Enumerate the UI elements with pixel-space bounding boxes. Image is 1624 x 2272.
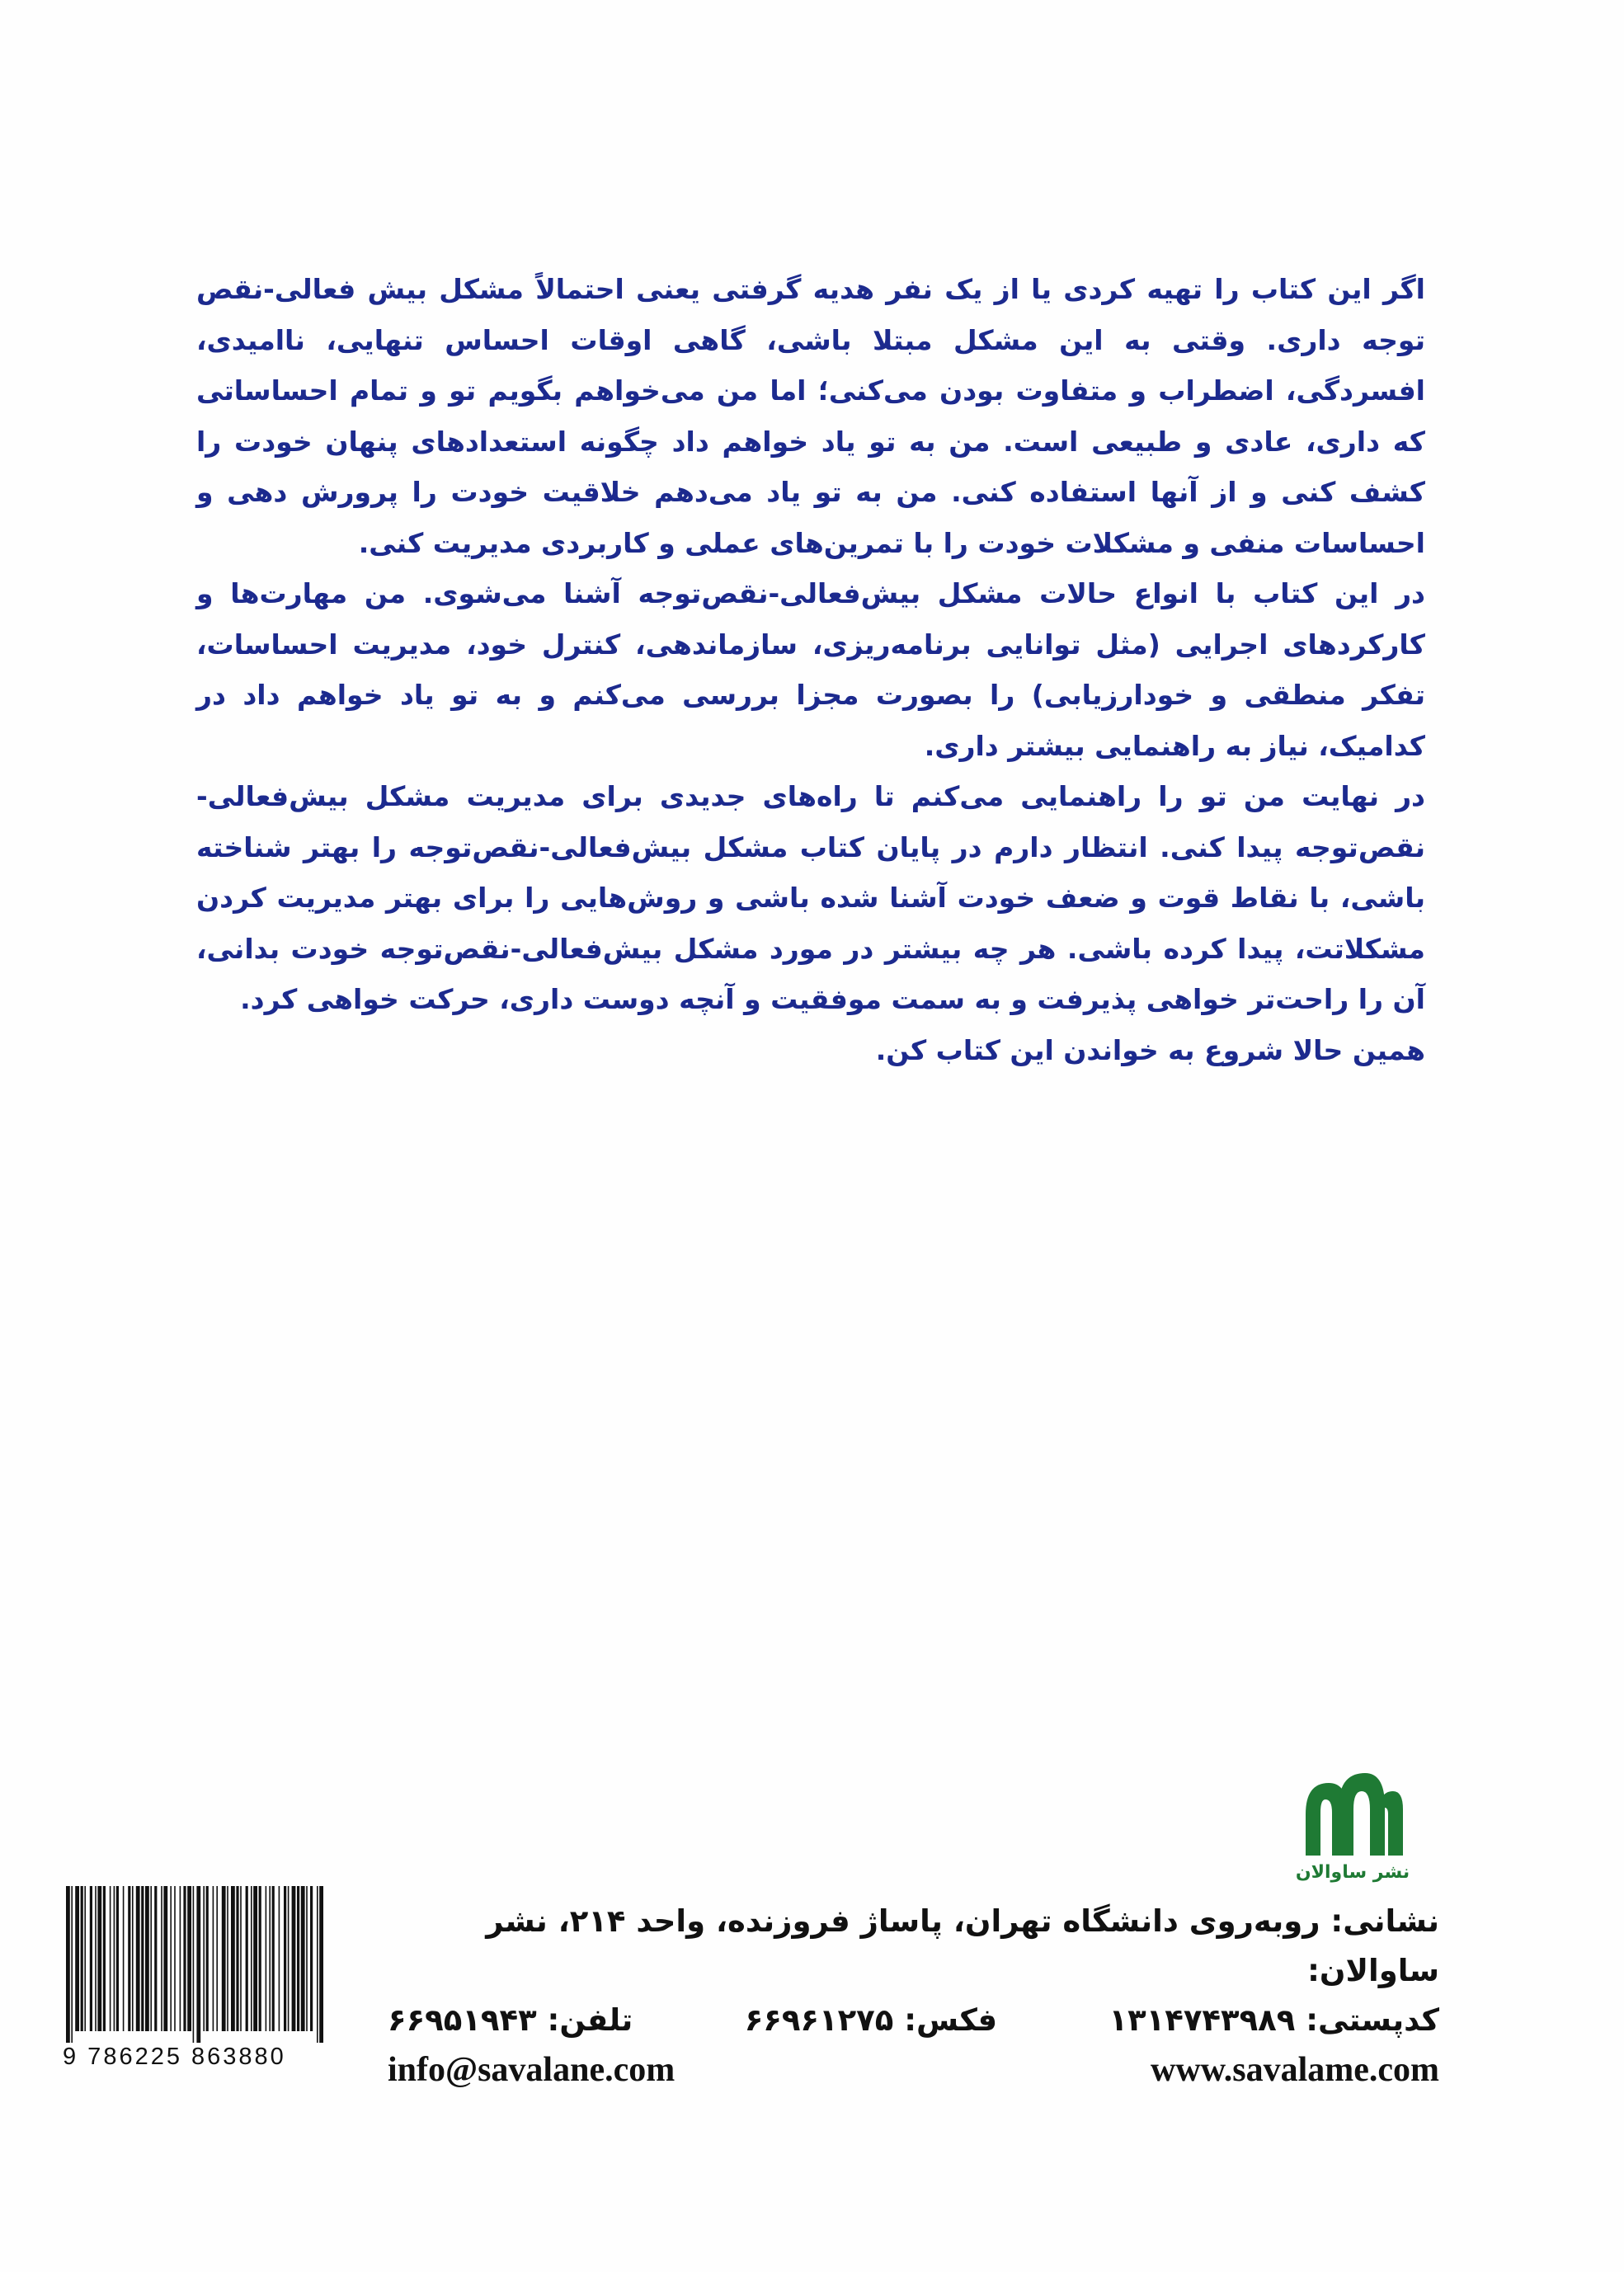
- barcode-bar: [75, 1886, 79, 2031]
- barcode-bar: [170, 1886, 172, 2031]
- barcode-bar: [84, 1886, 86, 2031]
- barcode-bar: [317, 1886, 318, 2043]
- email-address[interactable]: info@savalane.com: [388, 2051, 675, 2089]
- barcode-bar: [272, 1886, 275, 2031]
- barcode-bar: [66, 1886, 70, 2043]
- barcode-bar: [136, 1886, 140, 2031]
- barcode-bar: [150, 1886, 152, 2031]
- barcode-bar: [206, 1886, 209, 2031]
- barcode-bar: [310, 1886, 313, 2031]
- blurb-paragraph-2: در این کتاب با انواع حالات مشکل بیش‌فعالی-نقص‌توجه آشنا می‌شوی. من مهارت‌ها و کارکردهای اجرایی (مثل توانایی برنامه‌ریزی، سازماندهی، کنترل خود، مدیریت احساسات، تفکر منطقی و خودارزیابی) را بصورت مجزا بررسی می‌کنم و به تو یاد خواهم داد در کدامیک، نیاز به راهنمایی بیشتر داری.: [196, 577, 1425, 762]
- barcode-bar: [231, 1886, 235, 2031]
- blurb-paragraph-3: در نهایت من تو را راهنمایی می‌کنم تا راه‌های جدیدی برای مدیریت مشکل بیش‌فعالی-نقص‌توجه پیدا کنی. انتظار دارم در پایان کتاب مشکل بیش‌فعالی-نقص‌توجه را بهتر شناخته باشی، با نقاط قوت و ضعف خودت آشنا شده باشی و روش‌هایی را برای بهتر مدیریت کردن مشکلاتت، پیدا کرده باشی. هر چه بیشتر در مورد مشکل بیش‌فعالی-نقص‌توجه خودت بدانی، آن را راحت‌تر خواهی پذیرفت و به سمت موفقیت و آنچه دوست داری، حرکت خواهی کرد.: [196, 780, 1425, 1015]
- barcode-bar: [103, 1886, 106, 2031]
- barcode-bar: [81, 1886, 83, 2031]
- barcode-bar: [297, 1886, 299, 2031]
- barcode-bar: [183, 1886, 186, 2031]
- barcode-bar: [193, 1886, 195, 2043]
- phone-number: تلفن: ۶۶۹۵۱۹۴۳: [388, 2002, 633, 2038]
- barcode-bar: [161, 1886, 162, 2031]
- barcode-bar: [251, 1886, 252, 2031]
- barcode-bar: [95, 1886, 96, 2031]
- barcode-bar: [284, 1886, 286, 2031]
- savalan-logo-icon: [1299, 1766, 1406, 1864]
- barcode-bar: [253, 1886, 257, 2031]
- barcode-bar: [222, 1886, 226, 2031]
- barcode-icon: [63, 1886, 327, 2059]
- barcode-bar: [292, 1886, 296, 2031]
- barcode-bar: [128, 1886, 130, 2031]
- publisher-name: نشر ساوالان: [1295, 1862, 1410, 1883]
- barcode-bar: [174, 1886, 176, 2031]
- barcode-bar: [269, 1886, 271, 2031]
- barcode-bar: [180, 1886, 181, 2031]
- contact-numbers-row: [388, 1996, 1439, 2045]
- barcode-bar: [71, 1886, 73, 2043]
- back-cover-blurb: [196, 264, 1425, 1075]
- barcode-bar: [236, 1886, 238, 2031]
- barcode-bar: [246, 1886, 248, 2031]
- barcode-bar: [319, 1886, 323, 2043]
- barcode-bar: [187, 1886, 191, 2031]
- barcode-bar: [196, 1886, 200, 2043]
- website-url[interactable]: www.savalame.com: [1151, 2051, 1439, 2089]
- barcode-bar: [116, 1886, 119, 2031]
- barcode-bar: [203, 1886, 205, 2031]
- isbn-number: 9 786225 863880: [63, 2044, 286, 2070]
- barcode-bar: [288, 1886, 289, 2031]
- barcode-bar: [240, 1886, 242, 2031]
- barcode-bar: [123, 1886, 125, 2031]
- barcode-bar: [306, 1886, 308, 2031]
- web-contact-row: [388, 2045, 1439, 2095]
- barcode-bar: [97, 1886, 101, 2031]
- barcode-bar: [145, 1886, 149, 2031]
- barcode-bar: [259, 1886, 261, 2031]
- barcode-bar: [110, 1886, 111, 2031]
- barcode-bar: [227, 1886, 228, 2031]
- barcode-bar: [141, 1886, 144, 2031]
- barcode-bar: [266, 1886, 267, 2031]
- barcode-bar: [132, 1886, 134, 2031]
- barcode-bar: [213, 1886, 214, 2031]
- barcode-bar: [154, 1886, 157, 2031]
- fax-number: فکس: ۶۶۹۶۱۲۷۵: [744, 2002, 998, 2038]
- barcode-bar: [216, 1886, 218, 2031]
- barcode-bar: [163, 1886, 167, 2031]
- barcode-bar: [279, 1886, 280, 2031]
- blurb-paragraph-4: همین حالا شروع به خواندن این کتاب کن.: [875, 1033, 1425, 1066]
- barcode-bar: [301, 1886, 305, 2031]
- publisher-address: نشانی: روبه‌روی دانشگاه تهران، پاساژ فروزنده، واحد ۲۱۴، نشر ساوالان:: [486, 1903, 1439, 1988]
- barcode-bar: [90, 1886, 92, 2031]
- publisher-contact-block: [388, 1897, 1439, 2095]
- barcode-bar: [114, 1886, 115, 2031]
- blurb-paragraph-1: اگر این کتاب را تهیه کردی یا از یک نفر هدیه گرفتی یعنی احتمالاً مشکل بیش فعالی-نقص توجه داری. وقتی به این مشکل مبتلا باشی، گاهی اوقات احساس تنهایی، ناامیدی، افسردگی، اضطراب و متفاوت بودن می‌کنی؛ اما من می‌خواهم بگویم تو و تمام احساساتی که داری، عادی و طبیعی است. من به تو یاد خواهم داد چگونه استعدادهای پنهان خودت را کشف کنی و از آنها استفاده کنی. من به تو یاد می‌دهم خلاقیت خودت را پرورش دهی و احساسات منفی و مشکلات خودت را با تمرین‌های عملی و کاربردی مدیریت کنی.: [196, 273, 1425, 559]
- postal-code: کدپستی: ۱۳۱۴۷۴۳۹۸۹: [1109, 2002, 1439, 2038]
